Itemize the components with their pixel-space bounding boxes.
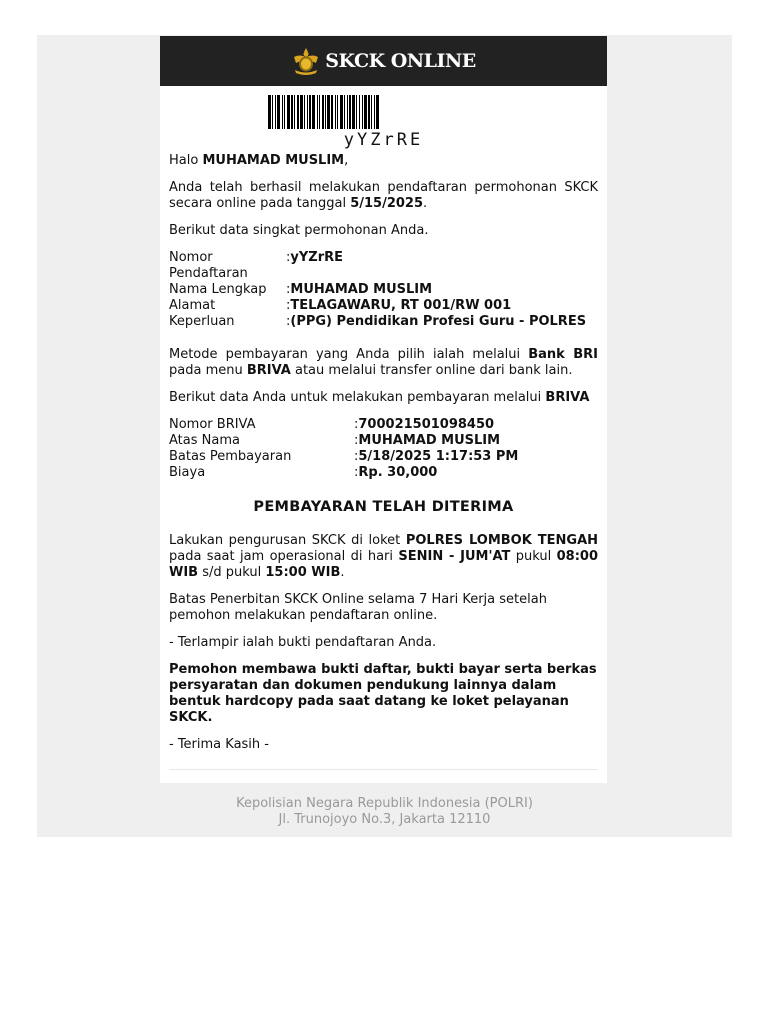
fee: Rp. 30,000	[358, 465, 438, 480]
instruction-text: pukul	[510, 549, 557, 564]
registration-number: yYZrRE	[290, 250, 344, 265]
intro-text: Anda telah berhasil melakukan pendaftaran permohonan SKCK secara online pada tanggal	[169, 180, 598, 211]
full-name: MUHAMAD MUSLIM	[290, 282, 433, 297]
payment-value: :700021501098450	[354, 417, 495, 432]
email-footer	[37, 796, 732, 828]
attachment-note: - Terlampir ialah bukti pendaftaran Anda.	[169, 635, 437, 650]
intro-end: .	[423, 196, 428, 211]
requirements-note: Pemohon membawa bukti daftar, bukti bayar serta berkas persyaratan dan dokumen pendukung lainnya dalam bentuk hardcopy pada saat datang ke loket pelayanan SKCK.	[169, 662, 597, 725]
opening-time: 08:00 WIB	[169, 549, 598, 580]
registration-date: 5/15/2025	[350, 196, 424, 211]
status-title: PEMBAYARAN TELAH DITERIMA	[253, 499, 514, 515]
divider	[169, 769, 598, 770]
barcode-text: yYZrRE	[343, 130, 424, 150]
deadline-paragraph: Batas Penerbitan SKCK Online selama 7 Hari Kerja setelah pemohon melakukan pendaftaran online.	[169, 592, 547, 623]
logo-text: SKCK ONLINE	[325, 50, 476, 72]
instruction-text: .	[340, 565, 345, 580]
email-header	[160, 36, 607, 86]
payment-label: Batas Pembayaran	[169, 449, 292, 464]
barcode	[264, 95, 504, 129]
police-emblem-icon	[291, 47, 321, 75]
registration-table	[169, 250, 598, 330]
closing-time: 15:00 WIB	[265, 565, 341, 580]
registration-label: Alamat	[169, 298, 216, 313]
instruction-paragraph	[169, 533, 598, 581]
instruction-text: Lakukan pengurusan SKCK di loket	[169, 533, 406, 548]
summary-intro: Berikut data singkat permohonan Anda.	[169, 223, 429, 238]
registration-value: :TELAGAWARU, RT 001/RW 001	[286, 298, 512, 313]
intro-paragraph	[169, 180, 598, 212]
payment-value: :Rp. 30,000	[354, 465, 438, 480]
email-body	[160, 153, 607, 753]
payment-method-text: Metode pembayaran yang Anda pilih ialah melalui	[169, 347, 529, 362]
account-name: MUHAMAD MUSLIM	[358, 433, 501, 448]
instruction-text: s/d pukul	[198, 565, 266, 580]
briva-number: 700021501098450	[358, 417, 495, 432]
registration-label: Nama Lengkap	[169, 282, 267, 297]
operating-days: SENIN - JUM'AT	[398, 549, 511, 564]
payment-intro-text: Berikut data Anda untuk melakukan pembayaran melalui	[169, 390, 546, 405]
payment-channel: BRIVA	[545, 390, 590, 405]
payment-deadline: 5/18/2025 1:17:53 PM	[358, 449, 519, 464]
footer-organization: Kepolisian Negara Republik Indonesia (POLRI)	[236, 796, 533, 811]
payment-label: Nomor BRIVA	[169, 417, 256, 432]
registration-value: :yYZrRE	[286, 250, 344, 265]
applicant-name: MUHAMAD MUSLIM	[202, 153, 345, 168]
greeting-prefix: Halo	[169, 153, 203, 168]
closing-text: - Terima Kasih -	[169, 737, 269, 752]
office-name: POLRES LOMBOK TENGAH	[405, 533, 599, 548]
payment-label: Atas Nama	[169, 433, 240, 448]
payment-intro	[169, 390, 598, 406]
logo	[291, 47, 476, 75]
registration-label: Nomor Pendaftaran	[169, 250, 248, 281]
registration-value: :(PPG) Pendidikan Profesi Guru - POLRES	[286, 314, 587, 329]
greeting-suffix: ,	[344, 153, 349, 168]
payment-method-text: pada menu	[169, 363, 247, 378]
purpose: (PPG) Pendidikan Profesi Guru - POLRES	[290, 314, 587, 329]
payment-table	[169, 417, 598, 481]
bank-name: Bank BRI	[528, 347, 598, 362]
footer-address: Jl. Trunojoyo No.3, Jakarta 12110	[278, 812, 491, 827]
registration-value: :MUHAMAD MUSLIM	[286, 282, 433, 297]
greeting	[169, 153, 598, 169]
payment-label: Biaya	[169, 465, 206, 480]
payment-menu: BRIVA	[246, 363, 291, 378]
payment-value: :5/18/2025 1:17:53 PM	[354, 449, 519, 464]
address: TELAGAWARU, RT 001/RW 001	[290, 298, 512, 313]
payment-method-paragraph	[169, 347, 598, 379]
instruction-text: pada saat jam operasional di hari	[169, 549, 399, 564]
email-card	[160, 36, 607, 783]
payment-method-text: atau melalui transfer online dari bank lain.	[290, 363, 573, 378]
payment-value: :MUHAMAD MUSLIM	[354, 433, 501, 448]
registration-label: Keperluan	[169, 314, 235, 329]
